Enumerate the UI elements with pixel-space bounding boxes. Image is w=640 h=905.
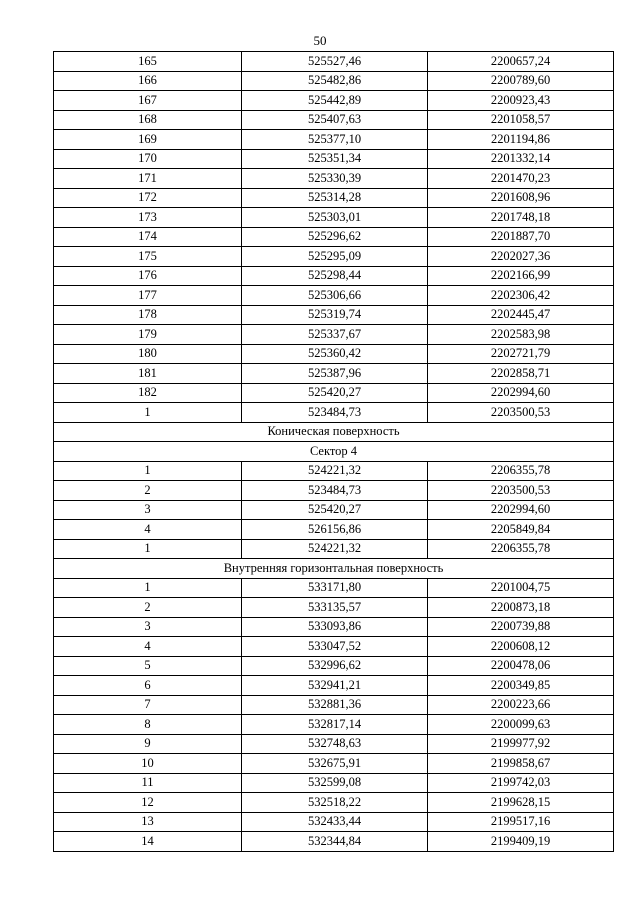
y-coordinate-cell: 2203500,53: [428, 481, 614, 501]
x-coordinate-cell: 532675,91: [242, 754, 428, 774]
point-number-cell: 182: [54, 383, 242, 403]
table-row: [54, 832, 614, 852]
y-coordinate-cell: 2199517,16: [428, 812, 614, 832]
table-row: [54, 208, 614, 228]
table-row: [54, 793, 614, 813]
x-coordinate-cell: 523484,73: [242, 403, 428, 423]
x-coordinate-cell: 525360,42: [242, 344, 428, 364]
y-coordinate-cell: 2206355,78: [428, 461, 614, 481]
point-number-cell: 7: [54, 695, 242, 715]
y-coordinate-cell: 2202166,99: [428, 266, 614, 286]
y-coordinate-cell: 2200099,63: [428, 715, 614, 735]
y-coordinate-cell: 2201004,75: [428, 578, 614, 598]
y-coordinate-cell: 2200739,88: [428, 617, 614, 637]
table-row: [54, 539, 614, 559]
point-number-cell: 177: [54, 286, 242, 306]
section-heading-row: [54, 422, 614, 442]
table-row: [54, 695, 614, 715]
x-coordinate-cell: 525298,44: [242, 266, 428, 286]
point-number-cell: 13: [54, 812, 242, 832]
x-coordinate-cell: 525482,86: [242, 71, 428, 91]
table-row: [54, 71, 614, 91]
table-row: [54, 52, 614, 72]
y-coordinate-cell: 2202994,60: [428, 383, 614, 403]
section-heading: Коническая поверхность: [54, 422, 614, 442]
y-coordinate-cell: 2200349,85: [428, 676, 614, 696]
y-coordinate-cell: 2200873,18: [428, 598, 614, 618]
table-row: [54, 481, 614, 501]
y-coordinate-cell: 2202445,47: [428, 305, 614, 325]
point-number-cell: 171: [54, 169, 242, 189]
table-row: [54, 715, 614, 735]
table-row: [54, 812, 614, 832]
section-heading-row: [54, 442, 614, 462]
point-number-cell: 1: [54, 461, 242, 481]
x-coordinate-cell: 525303,01: [242, 208, 428, 228]
point-number-cell: 173: [54, 208, 242, 228]
y-coordinate-cell: 2201470,23: [428, 169, 614, 189]
x-coordinate-cell: 525330,39: [242, 169, 428, 189]
point-number-cell: 12: [54, 793, 242, 813]
x-coordinate-cell: 532817,14: [242, 715, 428, 735]
y-coordinate-cell: 2201887,70: [428, 227, 614, 247]
table-row: [54, 344, 614, 364]
table-row: [54, 617, 614, 637]
table-row: [54, 286, 614, 306]
point-number-cell: 180: [54, 344, 242, 364]
y-coordinate-cell: 2200223,66: [428, 695, 614, 715]
table-row: [54, 676, 614, 696]
x-coordinate-cell: 525314,28: [242, 188, 428, 208]
y-coordinate-cell: 2201332,14: [428, 149, 614, 169]
point-number-cell: 9: [54, 734, 242, 754]
point-number-cell: 181: [54, 364, 242, 384]
y-coordinate-cell: 2202583,98: [428, 325, 614, 345]
y-coordinate-cell: 2200923,43: [428, 91, 614, 111]
x-coordinate-cell: 533093,86: [242, 617, 428, 637]
point-number-cell: 6: [54, 676, 242, 696]
point-number-cell: 172: [54, 188, 242, 208]
coordinates-table: [53, 51, 614, 852]
point-number-cell: 5: [54, 656, 242, 676]
point-number-cell: 165: [54, 52, 242, 72]
table-row: [54, 169, 614, 189]
table-row: [54, 227, 614, 247]
table-row: [54, 598, 614, 618]
x-coordinate-cell: 525442,89: [242, 91, 428, 111]
section-heading-row: [54, 559, 614, 579]
x-coordinate-cell: 525527,46: [242, 52, 428, 72]
table-row: [54, 188, 614, 208]
x-coordinate-cell: 523484,73: [242, 481, 428, 501]
x-coordinate-cell: 532344,84: [242, 832, 428, 852]
point-number-cell: 11: [54, 773, 242, 793]
y-coordinate-cell: 2202994,60: [428, 500, 614, 520]
point-number-cell: 1: [54, 578, 242, 598]
coordinates-table-body: [54, 52, 614, 852]
point-number-cell: 2: [54, 598, 242, 618]
point-number-cell: 174: [54, 227, 242, 247]
point-number-cell: 169: [54, 130, 242, 150]
table-row: [54, 130, 614, 150]
table-row: [54, 578, 614, 598]
table-row: [54, 734, 614, 754]
y-coordinate-cell: 2202027,36: [428, 247, 614, 267]
point-number-cell: 3: [54, 500, 242, 520]
table-row: [54, 247, 614, 267]
x-coordinate-cell: 525420,27: [242, 500, 428, 520]
point-number-cell: 4: [54, 520, 242, 540]
x-coordinate-cell: 525420,27: [242, 383, 428, 403]
x-coordinate-cell: 524221,32: [242, 461, 428, 481]
section-heading: Внутренняя горизонтальная поверхность: [54, 559, 614, 579]
y-coordinate-cell: 2200608,12: [428, 637, 614, 657]
x-coordinate-cell: 532518,22: [242, 793, 428, 813]
point-number-cell: 4: [54, 637, 242, 657]
point-number-cell: 1: [54, 539, 242, 559]
point-number-cell: 170: [54, 149, 242, 169]
x-coordinate-cell: 532941,21: [242, 676, 428, 696]
y-coordinate-cell: 2206355,78: [428, 539, 614, 559]
y-coordinate-cell: 2205849,84: [428, 520, 614, 540]
x-coordinate-cell: 526156,86: [242, 520, 428, 540]
y-coordinate-cell: 2200657,24: [428, 52, 614, 72]
point-number-cell: 175: [54, 247, 242, 267]
table-row: [54, 266, 614, 286]
y-coordinate-cell: 2201748,18: [428, 208, 614, 228]
point-number-cell: 2: [54, 481, 242, 501]
x-coordinate-cell: 532996,62: [242, 656, 428, 676]
table-row: [54, 364, 614, 384]
point-number-cell: 10: [54, 754, 242, 774]
y-coordinate-cell: 2202858,71: [428, 364, 614, 384]
y-coordinate-cell: 2202306,42: [428, 286, 614, 306]
y-coordinate-cell: 2203500,53: [428, 403, 614, 423]
x-coordinate-cell: 532433,44: [242, 812, 428, 832]
table-row: [54, 149, 614, 169]
table-row: [54, 500, 614, 520]
y-coordinate-cell: 2200478,06: [428, 656, 614, 676]
table-row: [54, 773, 614, 793]
table-row: [54, 305, 614, 325]
table-row: [54, 637, 614, 657]
y-coordinate-cell: 2202721,79: [428, 344, 614, 364]
table-row: [54, 656, 614, 676]
table-row: [54, 403, 614, 423]
point-number-cell: 176: [54, 266, 242, 286]
y-coordinate-cell: 2199977,92: [428, 734, 614, 754]
table-row: [54, 91, 614, 111]
x-coordinate-cell: 525296,62: [242, 227, 428, 247]
point-number-cell: 166: [54, 71, 242, 91]
y-coordinate-cell: 2199628,15: [428, 793, 614, 813]
point-number-cell: 8: [54, 715, 242, 735]
point-number-cell: 168: [54, 110, 242, 130]
table-row: [54, 383, 614, 403]
x-coordinate-cell: 532881,36: [242, 695, 428, 715]
y-coordinate-cell: 2199742,03: [428, 773, 614, 793]
x-coordinate-cell: 525407,63: [242, 110, 428, 130]
table-row: [54, 110, 614, 130]
x-coordinate-cell: 533135,57: [242, 598, 428, 618]
x-coordinate-cell: 525351,34: [242, 149, 428, 169]
x-coordinate-cell: 532599,08: [242, 773, 428, 793]
x-coordinate-cell: 524221,32: [242, 539, 428, 559]
y-coordinate-cell: 2199858,67: [428, 754, 614, 774]
x-coordinate-cell: 533047,52: [242, 637, 428, 657]
x-coordinate-cell: 525295,09: [242, 247, 428, 267]
point-number-cell: 178: [54, 305, 242, 325]
table-row: [54, 325, 614, 345]
x-coordinate-cell: 525337,67: [242, 325, 428, 345]
point-number-cell: 167: [54, 91, 242, 111]
point-number-cell: 14: [54, 832, 242, 852]
x-coordinate-cell: 533171,80: [242, 578, 428, 598]
table-row: [54, 520, 614, 540]
y-coordinate-cell: 2201058,57: [428, 110, 614, 130]
x-coordinate-cell: 525319,74: [242, 305, 428, 325]
section-heading: Сектор 4: [54, 442, 614, 462]
x-coordinate-cell: 525306,66: [242, 286, 428, 306]
x-coordinate-cell: 525377,10: [242, 130, 428, 150]
table-row: [54, 461, 614, 481]
point-number-cell: 1: [54, 403, 242, 423]
y-coordinate-cell: 2201194,86: [428, 130, 614, 150]
x-coordinate-cell: 525387,96: [242, 364, 428, 384]
point-number-cell: 179: [54, 325, 242, 345]
y-coordinate-cell: 2201608,96: [428, 188, 614, 208]
table-row: [54, 754, 614, 774]
y-coordinate-cell: 2199409,19: [428, 832, 614, 852]
x-coordinate-cell: 532748,63: [242, 734, 428, 754]
y-coordinate-cell: 2200789,60: [428, 71, 614, 91]
page-number: 50: [313, 33, 327, 48]
point-number-cell: 3: [54, 617, 242, 637]
